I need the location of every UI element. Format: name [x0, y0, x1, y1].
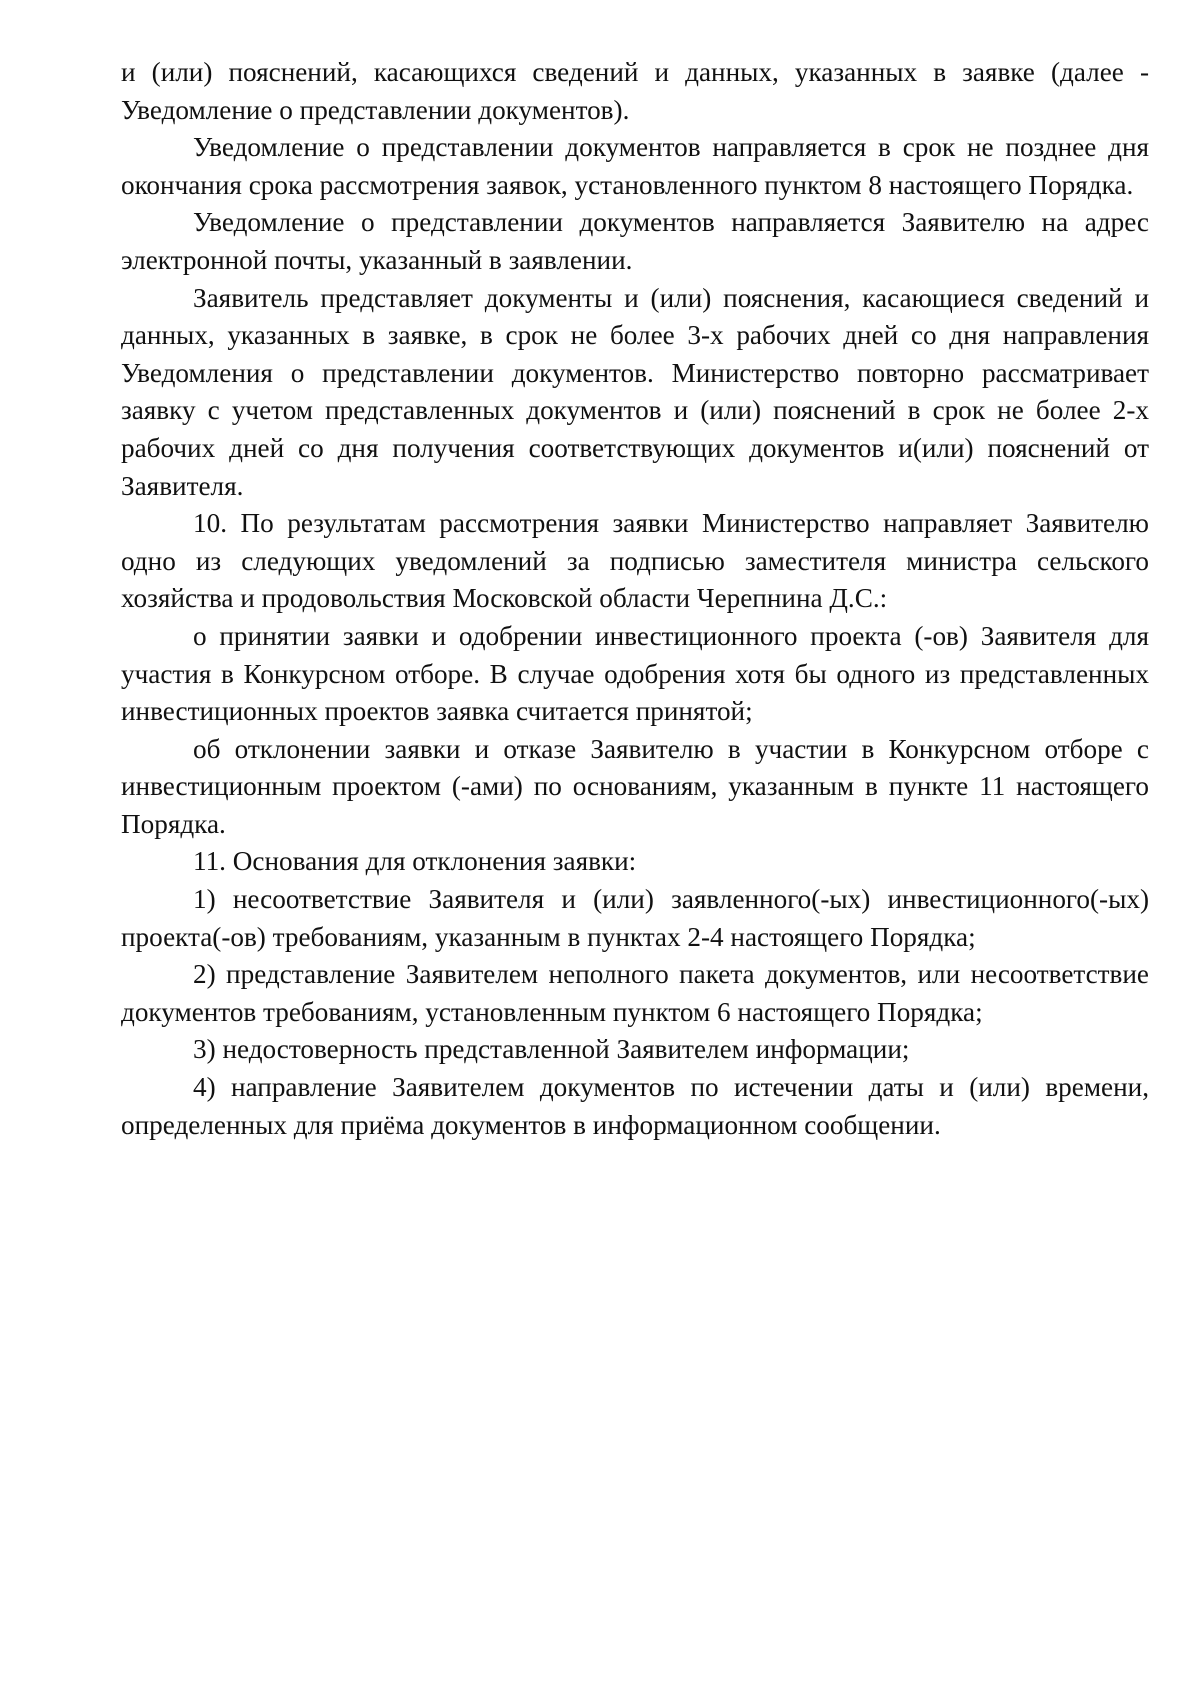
- paragraph-rejection: об отклонении заявки и отказе Заявителю в участии в Конкурсном отборе с инвестиционным проектом (-ами) по основаниям, указанным в пункте 11 настоящего Порядка.: [121, 733, 1149, 839]
- paragraph-notice-email: Уведомление о представлении документов направляется Заявителю на адрес электронной почты, указанный в заявлении.: [121, 207, 1149, 275]
- paragraph-ground-3: 3) недостоверность представленной Заявителем информации;: [193, 1034, 910, 1065]
- document-body: [121, 54, 1149, 1144]
- paragraph-acceptance: о принятии заявки и одобрении инвестиционного проекта (-ов) Заявителя для участия в Конкурсном отборе. В случае одобрения хотя бы одного из представленных инвестиционных проектов заявка считается принятой;: [121, 620, 1149, 727]
- paragraph-ground-4: 4) направление Заявителем документов по истечении даты и (или) времени, определенных для приёма документов в информационном сообщении.: [121, 1072, 1149, 1140]
- paragraph-continuation: и (или) пояснений, касающихся сведений и данных, указанных в заявке (далее - Уведомление о представлении документов).: [121, 57, 1149, 125]
- paragraph-ground-1: 1) несоответствие Заявителя и (или) заявленного(-ых) инвестиционного(-ых) проекта(-ов) требованиям, указанным в пунктах 2-4 настоящего Порядка;: [121, 884, 1149, 952]
- paragraph-ground-2: 2) представление Заявителем неполного пакета документов, или несоответствие документов требованиям, установленным пунктом 6 настоящего Порядка;: [121, 959, 1149, 1027]
- paragraph-notice-deadline: Уведомление о представлении документов направляется в срок не позднее дня окончания срока рассмотрения заявок, установленного пунктом 8 настоящего Порядка.: [121, 132, 1149, 200]
- paragraph-item-10: 10. По результатам рассмотрения заявки Министерство направляет Заявителю одно из следующих уведомлений за подписью заместителя министра сельского хозяйства и продовольствия Московской области Черепнина Д.С.:: [121, 508, 1149, 614]
- paragraph-item-11: 11. Основания для отклонения заявки:: [193, 846, 637, 877]
- paragraph-applicant-response: Заявитель представляет документы и (или) пояснения, касающиеся сведений и данных, указанных в заявке, в срок не более 3-х рабочих дней со дня направления Уведомления о представлении документов. Министерство повторно рассматривает заявку с учетом представленных документов и (или) пояснений в срок не более 2-х рабочих дней со дня получения соответствующих документов и(или) пояснений от Заявителя.: [121, 282, 1149, 501]
